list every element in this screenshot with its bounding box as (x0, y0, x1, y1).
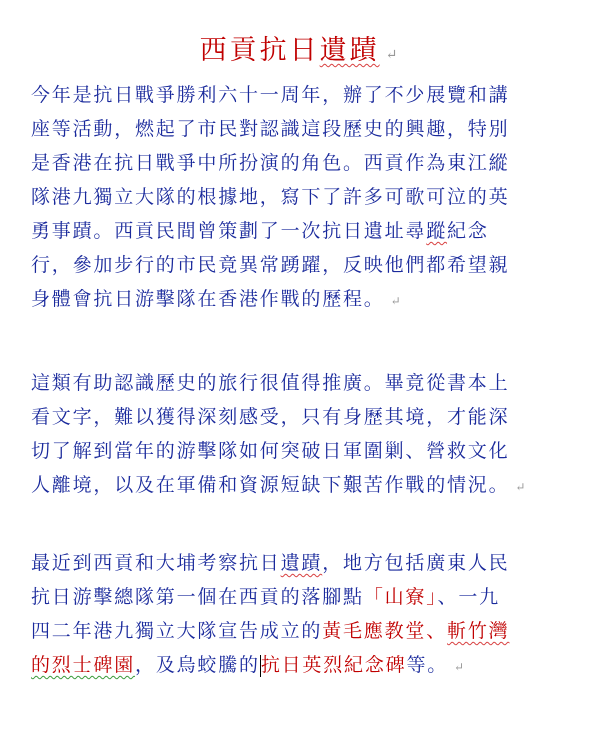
paragraph-mark: ↵ (385, 47, 401, 63)
highlighted-place: 的烈士碑園 (31, 654, 136, 676)
text-run: 、 (426, 620, 448, 642)
title-text-misspelled: 遺蹟 (319, 35, 380, 66)
text-line: 切了解到當年的游擊隊如何突破日軍圍剿、營救文化 (31, 440, 510, 462)
text-line: 行，參加步行的市民竟異常踴躍，反映他們都希望親 (31, 254, 510, 276)
text-run: 抗日游擊總隊第一個在西貢的落腳點 (31, 586, 364, 608)
text-line (31, 214, 576, 248)
text-line: 看文字，難以獲得深刻感受，只有身歷其境，才能深 (31, 406, 510, 428)
text-run: 、一九 (437, 586, 500, 608)
text-line (31, 468, 576, 502)
text-line: 這類有助認識歷史的旅行很值得推廣。畢竟從書本上 (31, 372, 510, 394)
text-line: 今年是抗日戰爭勝利六十一周年，辦了不少展覽和講 (31, 84, 510, 106)
title-text: 西貢抗日 (199, 35, 320, 66)
paragraph-mark: ↵ (390, 294, 403, 308)
highlighted-place: 「山寮」 (363, 586, 438, 608)
text-line (31, 546, 576, 580)
text-line: 座等活動，燃起了市民對認識這段歷史的興趣，特別 (31, 118, 510, 140)
misspelled-word: 遺蹟 (280, 552, 323, 574)
text-line (31, 614, 576, 648)
highlighted-place: 黃毛應教堂 (322, 620, 427, 642)
text-line: 是香港在抗日戰爭中所扮演的角色。西貢作為東江縱 (31, 152, 510, 174)
text-line (31, 282, 576, 316)
document-title (0, 28, 600, 67)
text-run: 勇事蹟。西貢民間曾策劃了一次抗日遺址尋 (31, 220, 427, 242)
text-line: 隊港九獨立大隊的根據地，寫下了許多可歌可泣的英 (31, 186, 510, 208)
text-run: 等。 (406, 654, 449, 676)
paragraph-1 (31, 78, 576, 316)
paragraph-mark: ↵ (515, 480, 528, 494)
paragraph-mark: ↵ (454, 660, 466, 674)
text-run: 身體會抗日游擊隊在香港作戰的歷程。 (31, 288, 385, 310)
highlighted-place: 抗日英烈紀念碑 (260, 654, 407, 676)
text-line (31, 580, 576, 614)
paragraph-3 (31, 546, 576, 682)
text-run: 最近到西貢和大埔考察抗日 (31, 552, 281, 574)
text-run: 四二年港九獨立大隊宣告成立的 (31, 620, 323, 642)
text-run: 紀念 (447, 220, 489, 242)
text-line (31, 648, 576, 682)
text-run: ，及烏蛟騰的 (135, 654, 260, 676)
misspelled-word: 蹤 (426, 220, 448, 242)
text-run: ，地方包括廣東人民 (322, 552, 510, 574)
highlighted-place: 斬竹灣 (447, 620, 510, 642)
text-run: 人離境，以及在軍備和資源短缺下艱苦作戰的情況。 (31, 474, 510, 496)
paragraph-2 (31, 366, 576, 502)
